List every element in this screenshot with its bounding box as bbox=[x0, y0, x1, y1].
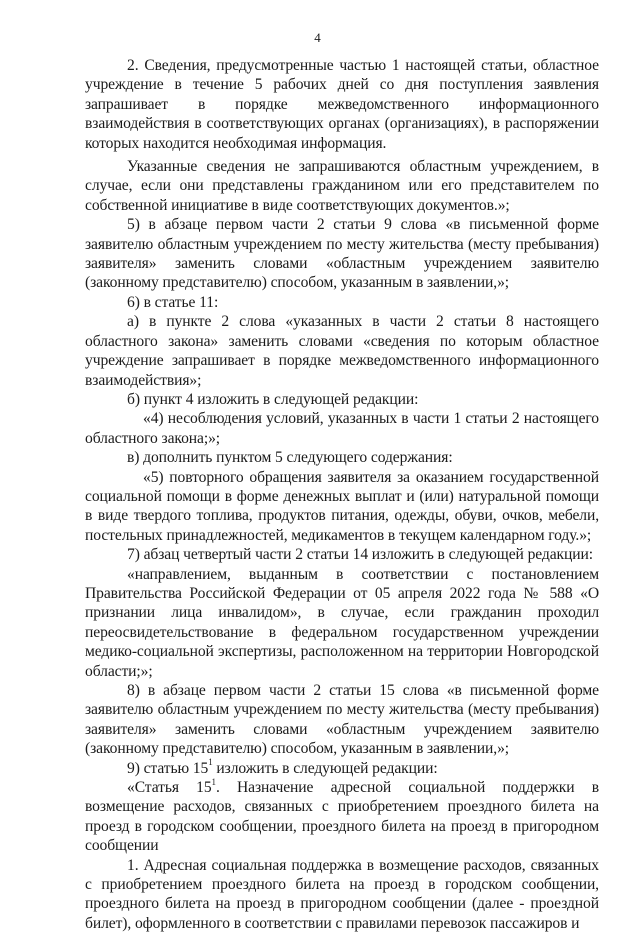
paragraph: 8) в абзаце первом части 2 статьи 15 слова «в письменной форме заявителю областным учреждением по месту жительства (месту пребывания) заявителя» заменить словами «областным учреждением заявителю (законному представителю) способом, указанным в заявлении,»; bbox=[85, 682, 599, 758]
paragraph: 5) в абзаце первом части 2 статьи 9 слова «в письменной форме заявителю областным учреждением по месту жительства (месту пребывания) заявителя» заменить словами «областным учреждением заявителю (законному представителю) способом, указанным в заявлении,»; bbox=[85, 216, 599, 292]
paragraph-article-9 bbox=[85, 759, 599, 778]
heading-text: . Назначение адресной социальной поддержки в возмещение расходов, связанных с приобретением проездного билета на проезд в городском сообщении, проездного билета на проезд в пригородном сообщении bbox=[85, 779, 600, 855]
paragraph: «4) несоблюдения условий, указанных в части 1 статьи 2 настоящего областного закона;»; bbox=[85, 410, 599, 447]
paragraph: 2. Сведения, предусмотренные частью 1 настоящей статьи, областное учреждение в течение 5 рабочих дней со дня поступления заявления запрашивает в порядке межведомственного информационного взаимодействия в соответствующих органах (организациях), в распоряжении которых находится необходимая информация. bbox=[85, 57, 599, 152]
document-body bbox=[85, 56, 599, 933]
article-heading bbox=[85, 778, 599, 856]
paragraph: «5) повторного обращения заявителя за оказанием государственной социальной помощи в форме денежных выплат и (или) натуральной помощи в виде твердого топлива, продуктов питания, одежды, обуви, очков, мебели, постельных принадлежностей, медикаментов в текущем календарном году.»; bbox=[85, 468, 599, 544]
paragraph: Указанные сведения не запрашиваются областным учреждением, в случае, если они представлены гражданином или его представителем по собственной инициативе в виде соответствующих документов.»; bbox=[85, 158, 599, 214]
heading-text: «Статья 15 bbox=[127, 779, 212, 797]
superscript: 1 bbox=[208, 757, 213, 768]
paragraph: в) дополнить пунктом 5 следующего содержания: bbox=[127, 449, 453, 467]
paragraph: 1. Адресная социальная поддержка в возмещение расходов, связанных с приобретением проездного билета на проезд в городском сообщении, проездного билета на проезд в пригородном сообщении (далее - проездной билет), оформленного в соответствии с правилами перевозок пассажиров и bbox=[85, 856, 599, 932]
paragraph: «направлением, выданным в соответствии с постановлением Правительства Российской Федерации от 05 апреля 2022 года № 588 «О признании лица инвалидом», в случае, если гражданин проходил переосвидетельствование в федеральном государственном учреждении медико-социальной экспертизы, расположенном на территории Новгородской области;»; bbox=[85, 565, 599, 680]
paragraph: а) в пункте 2 слова «указанных в части 2 статьи 8 настоящего областного закона» заменить словами «сведения по которым областное учреждение запрашивает в порядке межведомственного информационного взаимодействия»; bbox=[85, 313, 599, 389]
paragraph-text: 9) статью 15 bbox=[127, 759, 209, 777]
page-number: 4 bbox=[314, 30, 321, 45]
paragraph: 7) абзац четвертый части 2 статьи 14 изложить в следующей редакции: bbox=[127, 546, 593, 564]
paragraph-text: изложить в следующей редакции: bbox=[212, 759, 438, 777]
paragraph: б) пункт 4 изложить в следующей редакции: bbox=[127, 390, 419, 408]
superscript: 1 bbox=[211, 776, 216, 787]
paragraph: 6) в статье 11: bbox=[127, 293, 219, 311]
